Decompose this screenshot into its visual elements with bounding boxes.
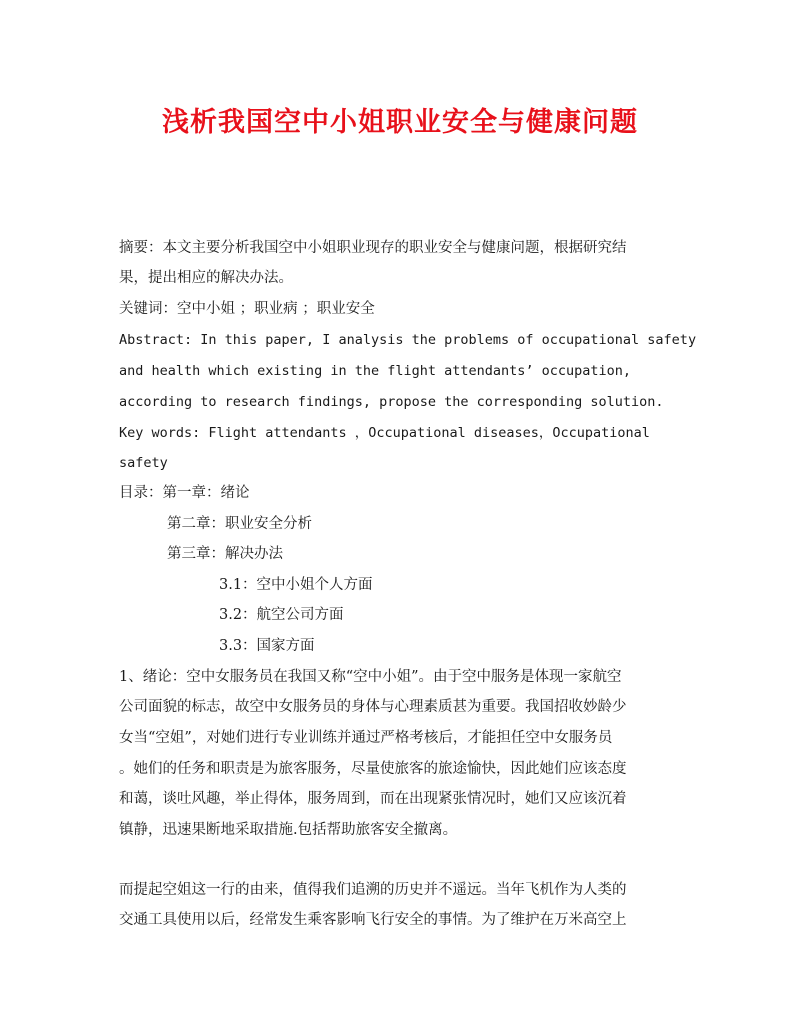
body-p1-line: 和蔼，谈吐风趣，举止得体，服务周到，而在出现紧张情况时，她们又应该沉着 bbox=[119, 791, 627, 807]
body-p2-line: 而提起空姐这一行的由来，值得我们追溯的历史并不遥远。当年飞机作为人类的 bbox=[119, 882, 627, 898]
keywords-cn: 关键词：空中小姐 ；职业病 ；职业安全 bbox=[119, 301, 375, 317]
body-p1-line: 女当“空姐”，对她们进行专业训练并通过严格考核后，才能担任空中女服务员 bbox=[119, 730, 613, 746]
toc-chapter-3: 第三章：解决办法 bbox=[167, 546, 283, 562]
toc-section-3-2: 3.2：航空公司方面 bbox=[219, 607, 344, 623]
toc-section-3-1: 3.1：空中小姐个人方面 bbox=[219, 577, 373, 593]
keywords-en-line: Key words: Flight attendants ，Occupational diseases，Occupational bbox=[119, 425, 650, 441]
body-p1-line: 镇静，迅速果断地采取措施.包括帮助旅客安全撤离。 bbox=[119, 822, 458, 838]
abstract-en-line: according to research findings, propose the corresponding solution. bbox=[119, 394, 664, 410]
body-p1-line: 1、绪论：空中女服务员在我国又称“空中小姐”。由于空中服务是体现一家航空 bbox=[119, 669, 622, 685]
abstract-cn-line: 果，提出相应的解决办法。 bbox=[119, 270, 293, 286]
abstract-en-line: Abstract: In this paper, I analysis the problems of occupational safety bbox=[119, 332, 697, 348]
body-p1-line: 。她们的任务和职责是为旅客服务，尽量使旅客的旅途愉快，因此她们应该态度 bbox=[119, 761, 627, 777]
body-p1-line: 公司面貌的标志，故空中女服务员的身体与心理素质甚为重要。我国招收妙龄少 bbox=[119, 699, 627, 715]
toc-chapter-1: 目录：第一章：绪论 bbox=[119, 485, 250, 501]
abstract-cn-line: 摘要：本文主要分析我国空中小姐职业现存的职业安全与健康问题，根据研究结 bbox=[119, 240, 627, 256]
toc-chapter-2: 第二章：职业安全分析 bbox=[167, 516, 312, 532]
body-p2-line: 交通工具使用以后，经常发生乘客影响飞行安全的事情。为了维护在万米高空上 bbox=[119, 912, 627, 928]
abstract-en-line: and health which existing in the flight attendants’ occupation, bbox=[119, 363, 632, 379]
page-title: 浅析我国空中小姐职业安全与健康问题 bbox=[162, 107, 638, 138]
keywords-en-line: safety bbox=[119, 455, 168, 471]
toc-section-3-3: 3.3：国家方面 bbox=[219, 638, 315, 654]
